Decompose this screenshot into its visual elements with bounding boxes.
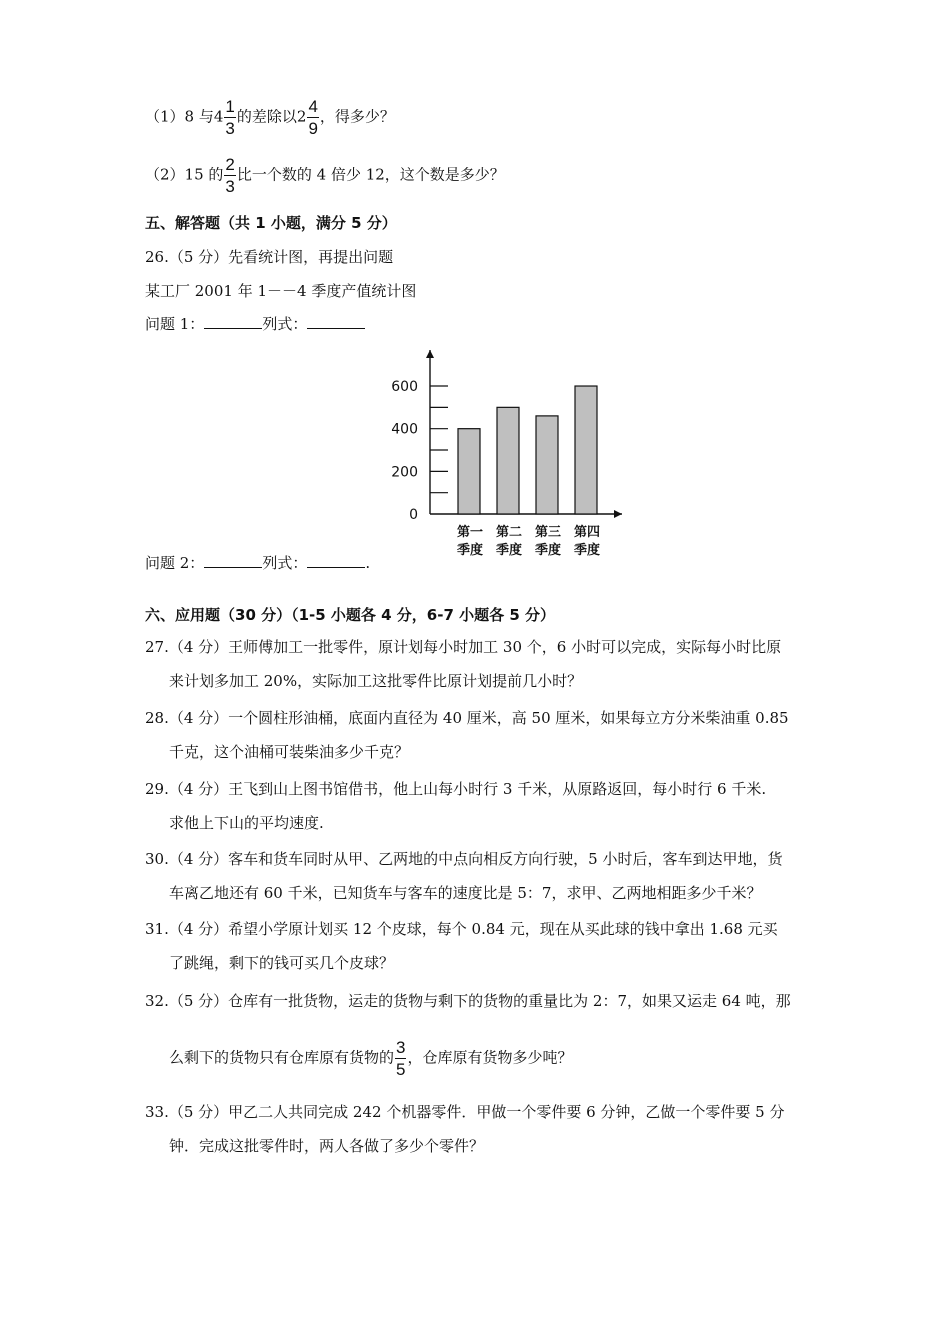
problem-32-line1: 32.（5 分）仓库有一批货物，运走的货物与剩下的货物的重量比为 2：7，如果又运走 64 吨，那 — [145, 992, 791, 1010]
question2-end: . — [365, 554, 371, 572]
question1-label: 问题 1： — [145, 315, 205, 333]
bar — [536, 416, 558, 514]
problem-32-line2-prefix: 么剩下的货物只有仓库原有货物的 — [169, 1048, 395, 1067]
q25-item2-suffix: 比一个数的 4 倍少 12，这个数是多少？ — [236, 165, 505, 184]
question1-formula-label: 列式： — [262, 315, 308, 333]
fraction — [395, 1039, 406, 1078]
bar — [575, 386, 597, 514]
answer-blank[interactable] — [204, 314, 262, 329]
fraction-denominator: 5 — [396, 1060, 406, 1079]
problem-33-line1: 33.（5 分）甲乙二人共同完成 242 个机器零件．甲做一个零件要 6 分钟，乙做一个零件要 5 分 — [145, 1103, 785, 1121]
x-category-label: 第三 — [534, 525, 562, 540]
fraction — [224, 156, 235, 195]
fraction-numerator: 3 — [396, 1038, 406, 1057]
problem-31-line2: 了跳绳，剩下的钱可买几个皮球？ — [169, 954, 395, 972]
fraction — [307, 98, 318, 137]
x-category-label: 季度 — [495, 543, 523, 558]
problem-27-line2: 来计划多加工 20%，实际加工这批零件比原计划提前几小时？ — [169, 672, 583, 690]
section5-heading: 五、解答题（共 1 小题，满分 5 分） — [145, 214, 397, 232]
fraction-denominator: 9 — [308, 119, 318, 138]
problem-28-line1: 28.（4 分）一个圆柱形油桶，底面内直径为 40 厘米，高 50 厘米，如果每立方分米柴油重 0.85 — [145, 709, 789, 727]
q25-item1-mid: 的差除以 — [236, 107, 297, 126]
y-tick-label: 0 — [409, 507, 418, 523]
q25-item1-prefix: （1）8 与 — [145, 107, 214, 126]
y-tick-label: 200 — [391, 464, 418, 481]
q26-stem: 26.（5 分）先看统计图，再提出问题 — [145, 248, 394, 266]
fraction-denominator: 3 — [225, 119, 235, 138]
q25-item2-prefix: （2）15 的 — [145, 165, 224, 184]
problem-27-line1: 27.（4 分）王师傅加工一批零件，原计划每小时加工 30 个，6 小时可以完成，实际每小时比原 — [145, 638, 782, 656]
x-category-label: 第一 — [456, 525, 484, 540]
y-tick-label: 600 — [391, 379, 418, 396]
y-tick-label: 400 — [391, 421, 418, 438]
section6-heading: 六、应用题（30 分）（1-5 小题各 4 分，6-7 小题各 5 分） — [145, 606, 556, 624]
problem-32-line2-suffix: ，仓库原有货物多少吨？ — [407, 1048, 573, 1067]
problem-30 — [145, 842, 815, 910]
mixed-whole: 2 — [296, 107, 307, 126]
fraction-numerator: 2 — [225, 155, 235, 174]
fraction-denominator: 3 — [225, 177, 235, 196]
bar — [458, 429, 480, 514]
fraction — [224, 98, 235, 137]
problem-31-line1: 31.（4 分）希望小学原计划买 12 个皮球，每个 0.84 元，现在从买此球的钱中拿出 1.68 元买 — [145, 920, 778, 938]
problem-27 — [145, 630, 815, 698]
question2-formula-label: 列式： — [262, 554, 308, 572]
x-category-label: 季度 — [534, 543, 562, 558]
answer-blank[interactable] — [307, 553, 365, 568]
answer-blank[interactable] — [204, 553, 262, 568]
bar — [497, 407, 519, 514]
problem-30-line2: 车离乙地还有 60 千米，已知货车与客车的速度比是 5：7，求甲、乙两地相距多少千米？ — [169, 884, 762, 902]
problem-29-line2: 求他上下山的平均速度. — [169, 814, 324, 832]
x-category-label: 第四 — [573, 525, 601, 540]
q25-item1 — [145, 98, 395, 137]
problem-32 — [145, 984, 815, 1018]
fraction-numerator: 1 — [225, 97, 235, 116]
q25-item2 — [145, 156, 505, 195]
problem-29 — [145, 772, 815, 840]
q25-item1-suffix: ，得多少？ — [319, 107, 395, 126]
x-category-label: 季度 — [456, 543, 484, 558]
problem-29-line1: 29.（4 分）王飞到山上图书馆借书，他上山每小时行 3 千米，从原路返回，每小时行 6 千米. — [145, 780, 767, 798]
problem-33 — [145, 1095, 815, 1163]
bar-chart — [380, 340, 630, 570]
y-axis-arrow — [426, 350, 434, 358]
q26-question1 — [145, 313, 365, 334]
problem-28 — [145, 701, 815, 769]
x-category-label: 第二 — [495, 525, 523, 540]
problem-30-line1: 30.（4 分）客车和货车同时从甲、乙两地的中点向相反方向行驶，5 小时后，客车到达甲地，货 — [145, 850, 783, 868]
x-category-label: 季度 — [573, 543, 601, 558]
problem-32-line2 — [169, 1039, 573, 1078]
q26-chart-title: 某工厂 2001 年 1－－4 季度产值统计图 — [145, 282, 417, 300]
mixed-whole: 4 — [213, 107, 224, 126]
answer-blank[interactable] — [307, 314, 365, 329]
problem-28-line2: 千克，这个油桶可装柴油多少千克？ — [169, 743, 410, 761]
fraction-numerator: 4 — [308, 97, 318, 116]
q26-question2 — [145, 552, 370, 573]
x-axis-arrow — [614, 510, 622, 518]
problem-31 — [145, 912, 815, 980]
problem-33-line2: 钟．完成这批零件时，两人各做了多少个零件？ — [169, 1137, 485, 1155]
question2-label: 问题 2： — [145, 554, 205, 572]
